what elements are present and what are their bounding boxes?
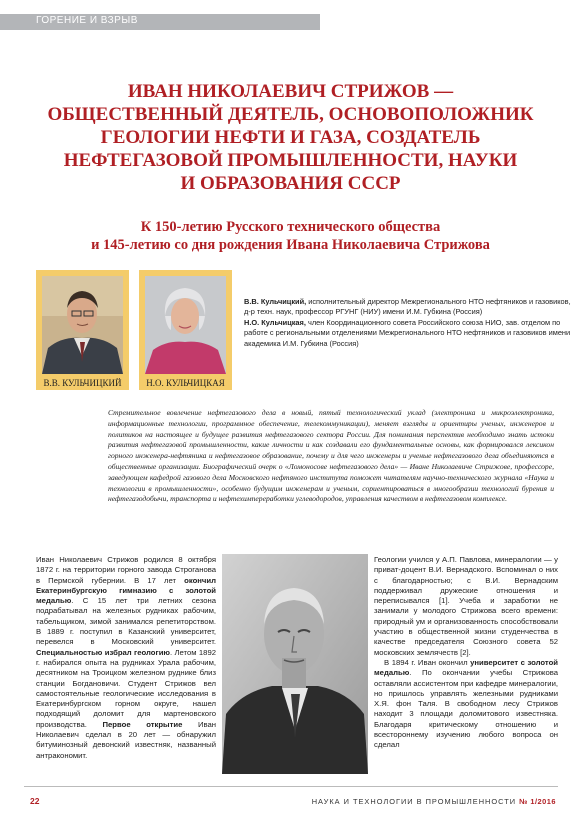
section-header: [0, 14, 320, 30]
portrait-kulchitskaya-image: [145, 276, 226, 374]
emphasis-text: университет с золотой медалью: [374, 657, 558, 678]
journal-name: [312, 797, 556, 806]
page-number: 22: [30, 796, 40, 806]
article-abstract: Стремительное вовлечение нефтегазового дела в новый, пятый технологический уклад (электроника и микроэлектроника, информационные технологии, программное обеспечение, телекоммуникации), меняет взгляды и ориентиры ученых, инженеров и политиков на настоящее и будущее развития нефтегазового сектора России. Для понимания перспектив необходимо знать истоки развития нефтегазовой промышленности, какие личности и как создавали его фундаментальные основы, как формировался лексикон горного инженера-нефтяника и нефтегазовое образование, почему и для чего инженеры и ученые нефтегазового дела объединяются в общественные организации. Биографический очерк о «Ломоносове нефтегазового дела» — Иване Николаевиче Стрижове, профессоре, заведующем кафедрой газового дела Московского нефтяного института поможет читателям научно-технического журнала «Наука и технологии в промышленности», особенно будущим инженерам и ученым, сориентироваться в многообразии технологий бурения и нефтегазодобычи, транспорта и нефтехимпереработки углеводородов, управления качеством в нефтегазовом комплексе.: [108, 408, 554, 504]
body-text: Иван Николаевич сделал в 20 лет — обнаружил битуминозный девонский известняк, названный антракономит.: [36, 719, 216, 760]
body-text: . С 15 лет три летних сезона подрабатывал на железных рудниках рабочим, табельщиком, зимой занимался репетиторством. В 1889 г. поступил в Казанский университет, перевелся в Московский университет.: [36, 596, 216, 647]
emphasis-text: окончил Екатеринбургскую гимназию с золотой медалью: [36, 575, 216, 606]
paragraph: [374, 658, 558, 751]
paragraph: [36, 555, 216, 761]
author-1-desc: исполнительный директор Межрегионального НТО нефтяников и газовиков, д-р техн. наук, профессор РГУНГ (НИУ) имени И.М. Губкина (Россия): [244, 297, 571, 317]
portrait-strizhov: [222, 554, 368, 774]
emphasis-text: Первое открытие: [102, 719, 183, 729]
body-column-left: [36, 555, 216, 761]
author-2: [244, 318, 574, 349]
author-info: [244, 297, 574, 349]
body-column-right: [374, 555, 558, 751]
author-2-desc: член Координационного совета Российского союза НИО, зав. отделом по работе с региональными отделениями Межрегионального НТО нефтяников и газовиков имени академика И.М. Губкина (Россия): [244, 317, 571, 348]
emphasis-text: Специальностью избрал геологию: [36, 647, 170, 657]
author-2-name: Н.О. Кульчицкая,: [244, 317, 306, 327]
body-text: . По окончании учебы Стрижова оставляли ассистентом при кафедре минералогии, но пришлось управлять железными рудниками Х.Я. фон Таля. В свободном лесу Стрижов находит 3 площади доломитового известняка. Благодаря критическому отношению и всестороннему изучению любого вопроса он сделал: [374, 668, 558, 750]
footer-divider: [24, 786, 558, 787]
article-title: ИВАН НИКОЛАЕВИЧ СТРИЖОВ — ОБЩЕСТВЕННЫЙ ДЕЯТЕЛЬ, ОСНОВОПОЛОЖНИК ГЕОЛОГИИ НЕФТИ И ГАЗА, СОЗДАТЕЛЬ НЕФТЕГАЗОВОЙ ПРОМЫШЛЕННОСТИ, НАУКИ И ОБРАЗОВАНИЯ СССР: [47, 81, 534, 194]
section-label: ГОРЕНИЕ И ВЗРЫВ: [36, 15, 138, 26]
portrait-kulchitskaya: [139, 270, 232, 390]
portrait-kulchitsky-image: [42, 276, 123, 374]
author-1: [244, 297, 574, 318]
author-1-name: В.В. Кульчицкий,: [244, 297, 307, 306]
body-text: Иван Николаевич Стрижов родился 8 октября 1872 г. на территории горного завода Строганова в Пермской губернии. В 17 лет: [36, 555, 216, 585]
portrait-kulchitsky-caption: В.В. КУЛЬЧИЦКИЙ: [43, 378, 122, 388]
portrait-kulchitskaya-caption: Н.О. КУЛЬЧИЦКАЯ: [146, 378, 225, 388]
journal-title: НАУКА И ТЕХНОЛОГИИ В ПРОМЫШЛЕННОСТИ: [311, 797, 520, 806]
paragraph: Геологии учился у А.П. Павлова, минералогии — у приват-доцент В.И. Вернадского. Вспоминал о них с благодарностью; с В.И. Вернадским поддерживал дружеские отношения и переписывался [1]. Учеба и заработки не занимали у молодого Стрижова всего времени: природный ум и организованность способствовали участию в общественной жизни студенчества в качестве председателя Союзного совета 52 московских землячеств [2].: [374, 555, 558, 657]
portrait-kulchitsky: [36, 270, 129, 390]
body-text: В 1894 г. Иван окончил: [384, 657, 471, 667]
body-text: . Летом 1892 г. набирался опыта на рудниках Урала рабочим, десятником на Троицком железном руднике близ станции Богдановичи. Студент Стрижов вел самостоятельные геологические исследования в Екатеринбургском горном округе, нашел подходящий доломит для мартеновского производства.: [36, 647, 216, 729]
journal-issue: № 1/2016: [519, 797, 556, 806]
article-subtitle: К 150-летию Русского технического общества и 145-летию со дня рождения Ивана Николаевича Стрижова: [91, 219, 490, 253]
